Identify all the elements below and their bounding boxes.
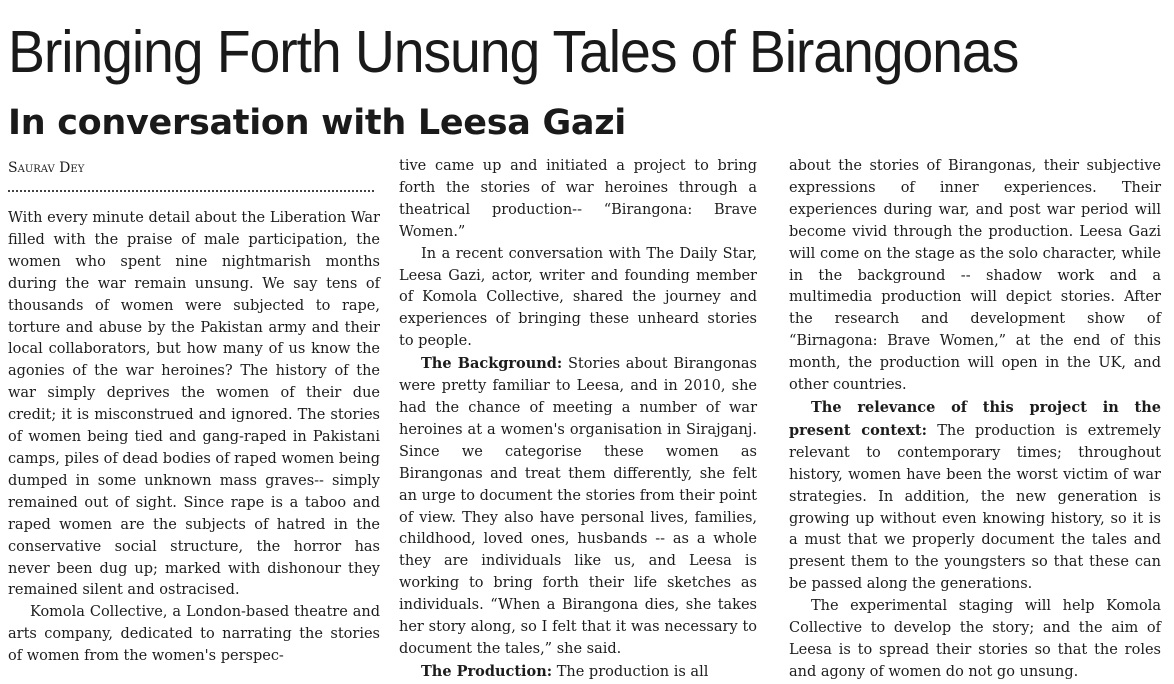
paragraph: Komola Collective, a London-based theatre and arts company, dedicated to narrating the stories of women from the women's perspec- <box>8 604 380 665</box>
paragraph: tive came up and initiated a project to bring forth the stories of war heroines through a theatrical production-- “Birangona: Brave Women.” <box>399 158 757 240</box>
paragraph-text: Stories about Birangonas were pretty familiar to Leesa, and in 2010, she had the chance of meeting a number of war heroines at a women's organisation in Sirajganj. Since we categorise these women as Birangonas and treat them differently, she felt an urge to document the stories from their point of view. They also have personal lives, families, childhood, loved ones, husbands -- as a whole they are individuals like us, and Leesa is working to bring forth their life sketches as individuals. “When a Birangona dies, she takes her story along, so I felt that it was necessary to document the tales,” she said. <box>399 356 757 657</box>
article-column-1 <box>8 208 380 668</box>
article-column-3 <box>789 156 1161 684</box>
byline: Saurav Dey <box>8 160 85 176</box>
paragraph-text: The production is extremely relevant to contemporary times; throughout history, women have been the worst victim of war strategies. In addition, the new generation is growing up without even knowing history, so it is a must that we properly document the tales and present them to the youngsters so that these can be passed along the generations. <box>789 422 1161 593</box>
paragraph: about the stories of Birangonas, their subjective expressions of inner experiences. Their experiences during war, and post war period will become vivid through the production. Leesa Gazi will come on the stage as the solo character, while in the background -- shadow work and a multimedia production will depict stories. After the research and development show of “Birnagona: Brave Women,” at the end of this month, the production will open in the UK, and other countries. <box>789 158 1161 394</box>
paragraph-text: The production is all <box>552 663 709 680</box>
section-lead-relevance: The relevance of this project in the present context: <box>789 398 1161 439</box>
paragraph <box>399 661 757 684</box>
paragraph <box>789 397 1161 596</box>
paragraph: With every minute detail about the Liberation War filled with the praise of male participation, the women who spent nine nightmarish months during the war remain unsung. We say tens of thousands of women were subjected to rape, torture and abuse by the Pakistan army and their local collaborators, but how many of us know the agonies of the war heroines? The history of the war simply deprives the women of their due credit; it is misconstrued and ignored. The stories of women being tied and gang-raped in Pakistani camps, piles of dead bodies of raped women being dumped in some unknown mass graves-- simply remained out of sight. Since rape is a taboo and raped women are the subjects of hatred in the conservative social structure, the horror has never been dug up; marked with dishonour they remained silent and ostracised. <box>8 210 380 599</box>
paragraph: The experimental staging will help Komola Collective to develop the story; and the aim of Leesa is to spread their stories so that the roles and agony of women do not go unsung. <box>789 598 1161 680</box>
paragraph: In a recent conversation with The Daily Star, Leesa Gazi, actor, writer and founding member of Komola Collective, shared the journey and experiences of bringing these unheard stories to people. <box>399 245 757 350</box>
paragraph <box>399 353 757 661</box>
byline-divider <box>8 190 374 192</box>
subheadline: In conversation with Leesa Gazi <box>8 103 626 143</box>
article-column-2 <box>399 156 757 684</box>
section-lead-production: The Production: <box>421 662 553 680</box>
headline: Bringing Forth Unsung Tales of Birangonas <box>8 19 1019 85</box>
section-lead-background: The Background: <box>421 355 563 373</box>
